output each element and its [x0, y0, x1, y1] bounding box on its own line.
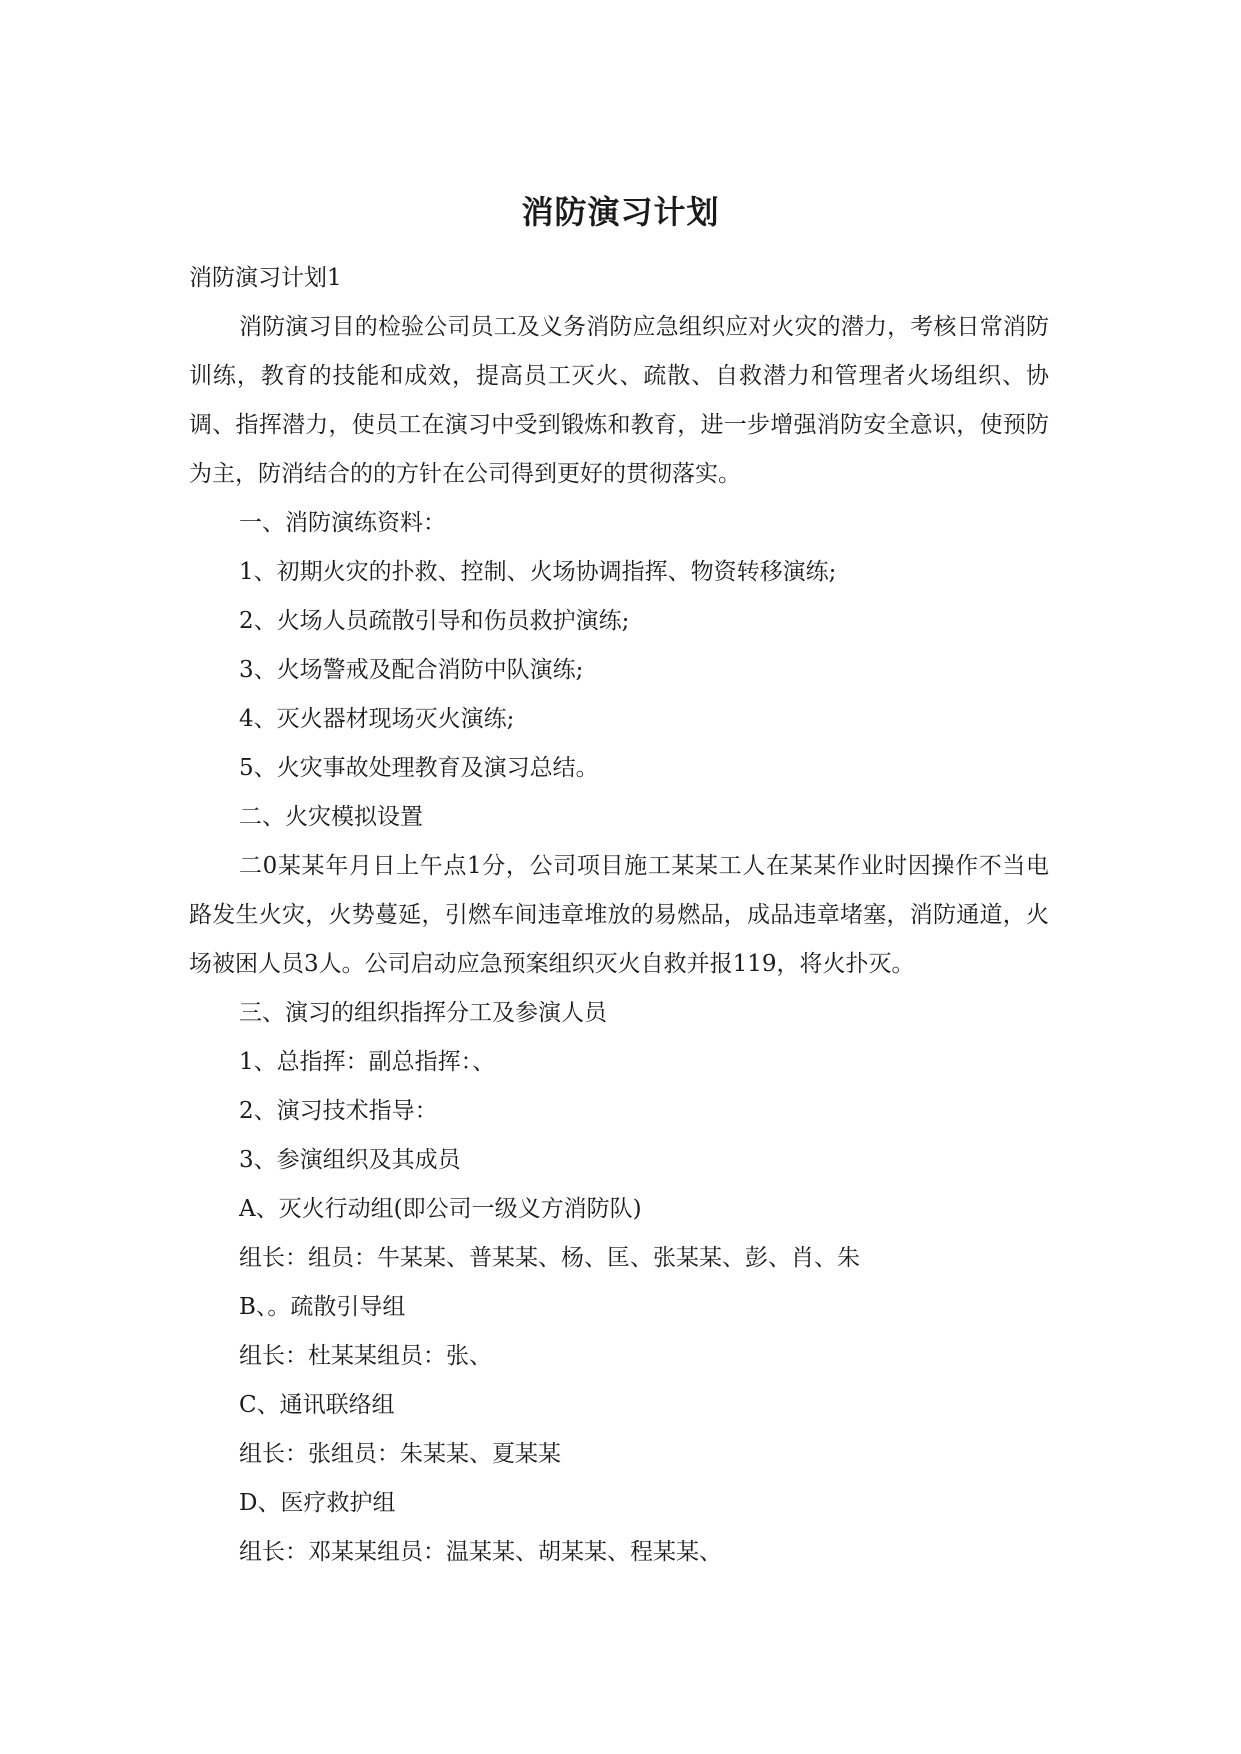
fire-simulation-paragraph: 二0某某年月日上午点1分，公司项目施工某某工人在某某作业时因操作不当电路发生火灾，火势蔓延，引燃车间违章堆放的易燃品，成品违章堵塞，消防通道，火场被困人员3人。公司启动应急预案组织灭火自救并报119，将火扑灭。 [189, 853, 1049, 977]
list-item: C、通讯联络组 [239, 1392, 395, 1418]
section-heading-organization: 三、演习的组织指挥分工及参演人员 [239, 1000, 607, 1026]
list-item: 组长：张组员：朱某某、夏某某 [239, 1441, 561, 1467]
section-heading-fire-simulation: 二、火灾模拟设置 [239, 804, 423, 830]
document-title: 消防演习计划 [521, 193, 720, 231]
list-item: 2、演习技术指导： [239, 1098, 438, 1124]
list-item: 1、初期火灾的扑救、控制、火场协调指挥、物资转移演练; [239, 559, 837, 585]
purpose-paragraph: 消防演习目的检验公司员工及义务消防应急组织应对火灾的潜力，考核日常消防训练，教育的技能和成效，提高员工灭火、疏散、自救潜力和管理者火场组织、协调、指挥潜力，使员工在演习中受到锻炼和教育，进一步增强消防安全意识，使预防为主，防消结合的的方针在公司得到更好的贯彻落实。 [189, 314, 1049, 487]
list-item: A、灭火行动组(即公司一级义方消防队) [239, 1196, 642, 1222]
list-item: 2、火场人员疏散引导和伤员救护演练; [239, 608, 630, 634]
document-body [189, 254, 1049, 1577]
section-heading-materials: 一、消防演练资料： [239, 510, 446, 536]
list-item: B、。疏散引导组 [239, 1294, 406, 1320]
list-item: 3、参演组织及其成员 [239, 1147, 461, 1173]
document-subtitle: 消防演习计划1 [189, 265, 342, 291]
list-item: 组长：邓某某组员：温某某、胡某某、程某某、 [239, 1539, 722, 1565]
list-item: 组长：组员：牛某某、普某某、杨、匡、张某某、彭、肖、朱 [239, 1245, 860, 1271]
list-item: 4、灭火器材现场灭火演练; [239, 706, 515, 732]
list-item: 1、总指挥：副总指挥：、 [239, 1049, 496, 1075]
list-item: D、医疗救护组 [239, 1490, 396, 1516]
list-item: 5、火灾事故处理教育及演习总结。 [239, 755, 599, 781]
list-item: 组长：杜某某组员：张、 [239, 1343, 492, 1369]
list-item: 3、火场警戒及配合消防中队演练; [239, 657, 584, 683]
